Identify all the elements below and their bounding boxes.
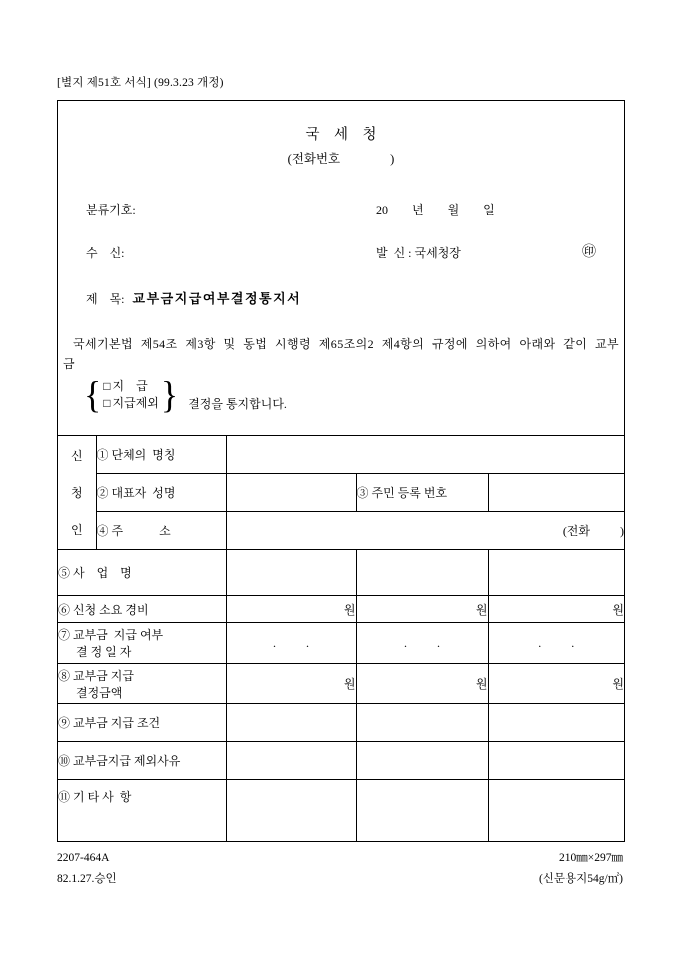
exclusion-value-cell-3 — [488, 742, 624, 780]
expense-won-1: 원 — [226, 596, 356, 623]
decision-date-label-line1: ⑦ 교부금 지급 여부 — [58, 628, 164, 642]
row-condition — [58, 704, 624, 742]
checkbox-exclude-icon: □ — [103, 396, 111, 410]
business-name-label: ⑤ 사 업 명 — [58, 550, 226, 596]
business-value-cell-2 — [356, 550, 488, 596]
address-phone-label: (전화 ) — [562, 524, 624, 538]
applicant-vertical-label — [58, 436, 96, 550]
seal-icon: ㊞ — [582, 244, 596, 260]
row-expense — [58, 596, 624, 623]
brace-close: } — [160, 374, 179, 416]
applicant-char-1: 신 — [70, 449, 83, 464]
address-label: ④ 주 소 — [96, 512, 226, 550]
subject-row — [86, 288, 596, 307]
option-exclude — [103, 395, 159, 412]
condition-value-cell-3 — [488, 704, 624, 742]
expense-won-3: 원 — [488, 596, 624, 623]
form-header — [58, 101, 624, 435]
footer-left — [57, 848, 117, 890]
approval-date: 82.1.27.승인 — [57, 873, 117, 885]
address-value-cell — [226, 512, 624, 550]
amount-won-2: 원 — [356, 664, 488, 704]
option-pay-label: 지 급 — [112, 379, 148, 393]
classification-label: 분류기호: — [86, 203, 136, 217]
option-exclude-label: 지급제외 — [112, 396, 159, 410]
decision-block — [84, 374, 287, 416]
paper-spec: (신문용지54g/㎡) — [538, 873, 623, 885]
etc-value-cell-2 — [356, 780, 488, 841]
row-etc — [58, 780, 624, 841]
etc-value-cell-1 — [226, 780, 356, 841]
row-org-name — [58, 436, 624, 474]
decision-date-cell-3: . . — [488, 623, 624, 664]
exclusion-value-cell-2 — [356, 742, 488, 780]
amount-label-line2: 결정금액 — [76, 685, 123, 700]
footer — [57, 848, 623, 890]
amount-won-3: 원 — [488, 664, 624, 704]
subject-label: 제 목: — [86, 292, 125, 306]
amount-label-line1: ⑧ 교부금 지급 — [58, 668, 134, 683]
classification-row — [86, 201, 596, 218]
paper-size: 210㎜×297㎜ — [559, 852, 623, 864]
decision-options — [103, 378, 159, 412]
decision-date-label — [58, 623, 226, 664]
resident-no-label: ③ 주민 등록 번호 — [356, 474, 488, 512]
recipient-row — [86, 244, 596, 261]
confirm-text: 결정을 통지합니다. — [188, 397, 287, 411]
agency-phone-line: (전화번호 ) — [287, 152, 395, 166]
option-pay — [103, 378, 159, 395]
condition-value-cell-1 — [226, 704, 356, 742]
applicant-char-3: 인 — [70, 522, 83, 537]
business-value-cell-1 — [226, 550, 356, 596]
agency-title: 국 세 청 — [305, 127, 377, 143]
sender-label: 발 신 : 국세청장 — [376, 246, 461, 260]
etc-label: ⑪ 기 타 사 항 — [58, 780, 226, 841]
decision-date-cell-1: . . — [226, 623, 356, 664]
resident-no-value-cell — [488, 474, 624, 512]
applicant-char-2: 청 — [70, 485, 83, 500]
row-address — [58, 512, 624, 550]
footer-right — [539, 848, 623, 890]
amount-won-1: 원 — [226, 664, 356, 704]
checkbox-pay-icon: □ — [103, 379, 111, 393]
applicant-vertical-stack — [58, 438, 96, 548]
recipient-label: 수 신: — [86, 246, 125, 260]
form-code: 2207-464A — [57, 852, 110, 864]
form-box — [57, 100, 625, 842]
rep-name-label: ② 대표자 성명 — [96, 474, 226, 512]
row-rep-name — [58, 474, 624, 512]
decision-date-label-line2: 결 정 일 자 — [76, 645, 132, 659]
org-name-value-cell — [226, 436, 624, 474]
business-value-cell-3 — [488, 550, 624, 596]
expense-won-2: 원 — [356, 596, 488, 623]
expense-label: ⑥ 신청 소요 경비 — [58, 596, 226, 623]
decision-date-cell-2: . . — [356, 623, 488, 664]
form-note: [별지 제51호 서식] (99.3.23 개정) — [57, 77, 224, 89]
form-table — [58, 435, 624, 841]
exclusion-label: ⑩ 교부금지급 제외사유 — [58, 742, 226, 780]
amount-label — [58, 664, 226, 704]
row-business-name — [58, 550, 624, 596]
brace-open: { — [84, 374, 102, 416]
rep-name-value-cell — [226, 474, 356, 512]
row-decision-date — [58, 623, 624, 664]
row-exclusion — [58, 742, 624, 780]
org-name-label: ① 단체의 명칭 — [96, 436, 226, 474]
subject-title: 교부금지급여부결정통지서 — [132, 291, 302, 306]
row-amount — [58, 664, 624, 704]
sender-block — [376, 244, 596, 261]
etc-value-cell-3 — [488, 780, 624, 841]
legal-paragraph: 국세기본법 제54조 제3항 및 동법 시행령 제65조의2 제4항의 규정에 의하여 아래와 같이 교부금 — [63, 337, 619, 371]
exclusion-value-cell-1 — [226, 742, 356, 780]
date-line: 20 년 월 일 — [376, 203, 495, 217]
condition-value-cell-2 — [356, 704, 488, 742]
condition-label: ⑨ 교부금 지급 조건 — [58, 704, 226, 742]
